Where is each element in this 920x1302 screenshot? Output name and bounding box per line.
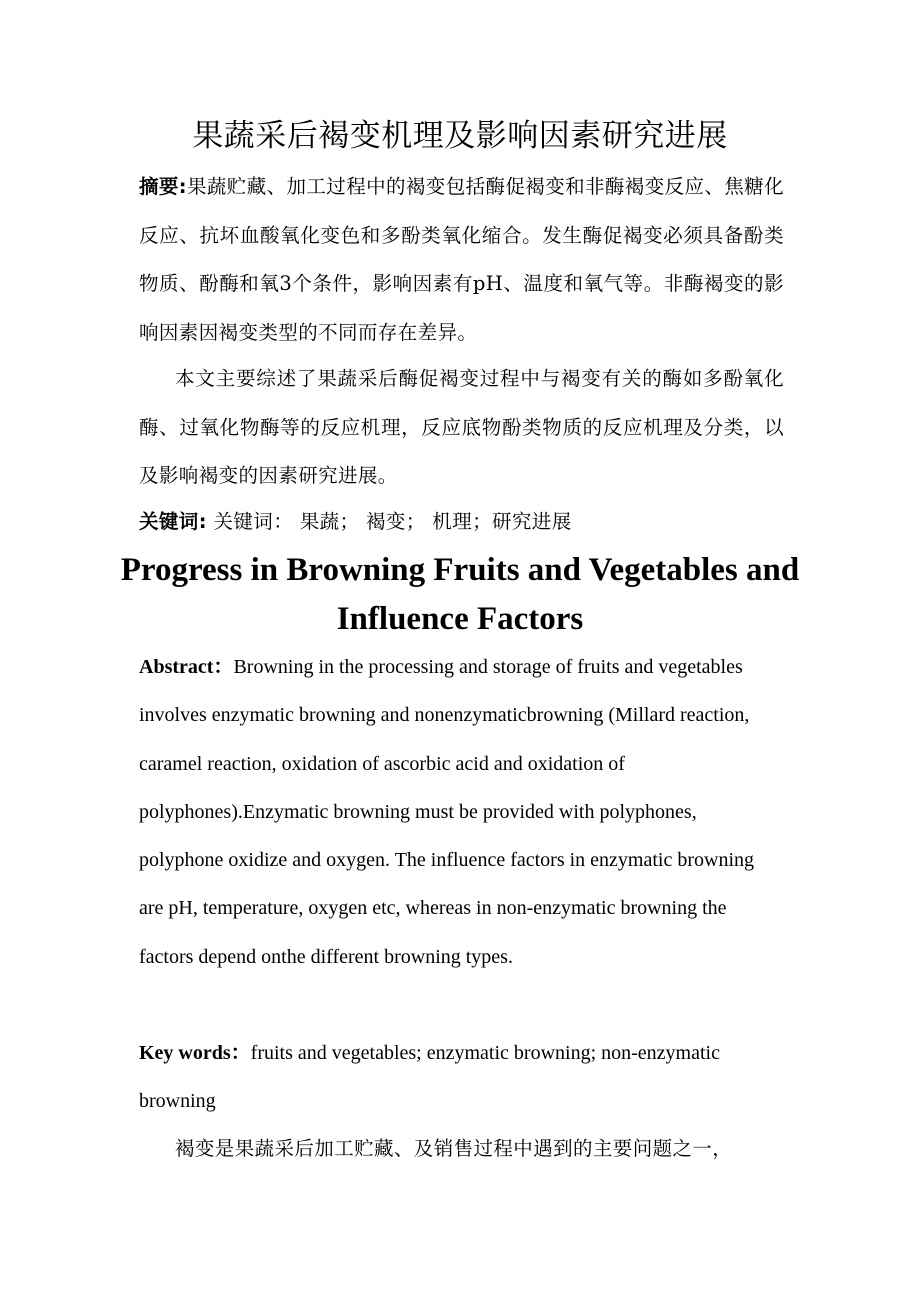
chinese-keywords-label: 关键词: — [139, 510, 207, 533]
chinese-abstract-label: 摘要: — [139, 175, 187, 198]
chinese-title: 果蔬采后褐变机理及影响因素研究进展 — [192, 118, 728, 154]
english-abstract-label: Abstract： — [139, 656, 234, 678]
english-keywords-text: fruits and vegetables; enzymatic browning; non-enzymatic browning — [139, 1042, 720, 1113]
english-abstract-text: Browning in the processing and storage of fruits and vegetables involves enzymatic browning and nonenzymaticbrowning (Millard reaction, caramel reaction, oxidation of ascorbic acid and oxidation of polyphones).Enzymatic browning must be provided with polyphones, polyphone oxidize and oxygen. The influence factors in enzymatic browning are pH, temperature, oxygen etc, whereas in non-enzymatic browning the factors depend onthe different browning types. — [139, 656, 754, 968]
english-abstract — [139, 643, 779, 981]
english-keywords — [139, 1029, 779, 1126]
chinese-abstract-text: 果蔬贮藏、加工过程中的褐变包括酶促褐变和非酶褐变反应、焦糖化反应、抗坏血酸氧化变色和多酚类氧化缩合。发生酶促褐变必须具备酚类物质、酚酶和氧3个条件，影响因素有pH、温度和氧气等。非酶褐变的影响因素因褐变类型的不同而存在差异。 — [139, 175, 785, 344]
english-keywords-label: Key words： — [139, 1042, 251, 1064]
english-title: Progress in Browning Fruits and Vegetables and Influence Factors — [120, 552, 800, 637]
chinese-abstract — [139, 163, 784, 357]
chinese-keywords-text: 关键词： 果蔬； 褐变； 机理；研究进展 — [206, 510, 572, 533]
chinese-body-paragraph: 褐变是果蔬采后加工贮藏、及销售过程中遇到的主要问题之一， — [175, 1137, 733, 1160]
chinese-keywords — [139, 498, 784, 547]
chinese-paragraph-2: 本文主要综述了果蔬采后酶促褐变过程中与褐变有关的酶如多酚氧化酶、过氧化物酶等的反应机理，反应底物酚类物质的反应机理及分类，以及影响褐变的因素研究进展。 — [139, 367, 784, 487]
